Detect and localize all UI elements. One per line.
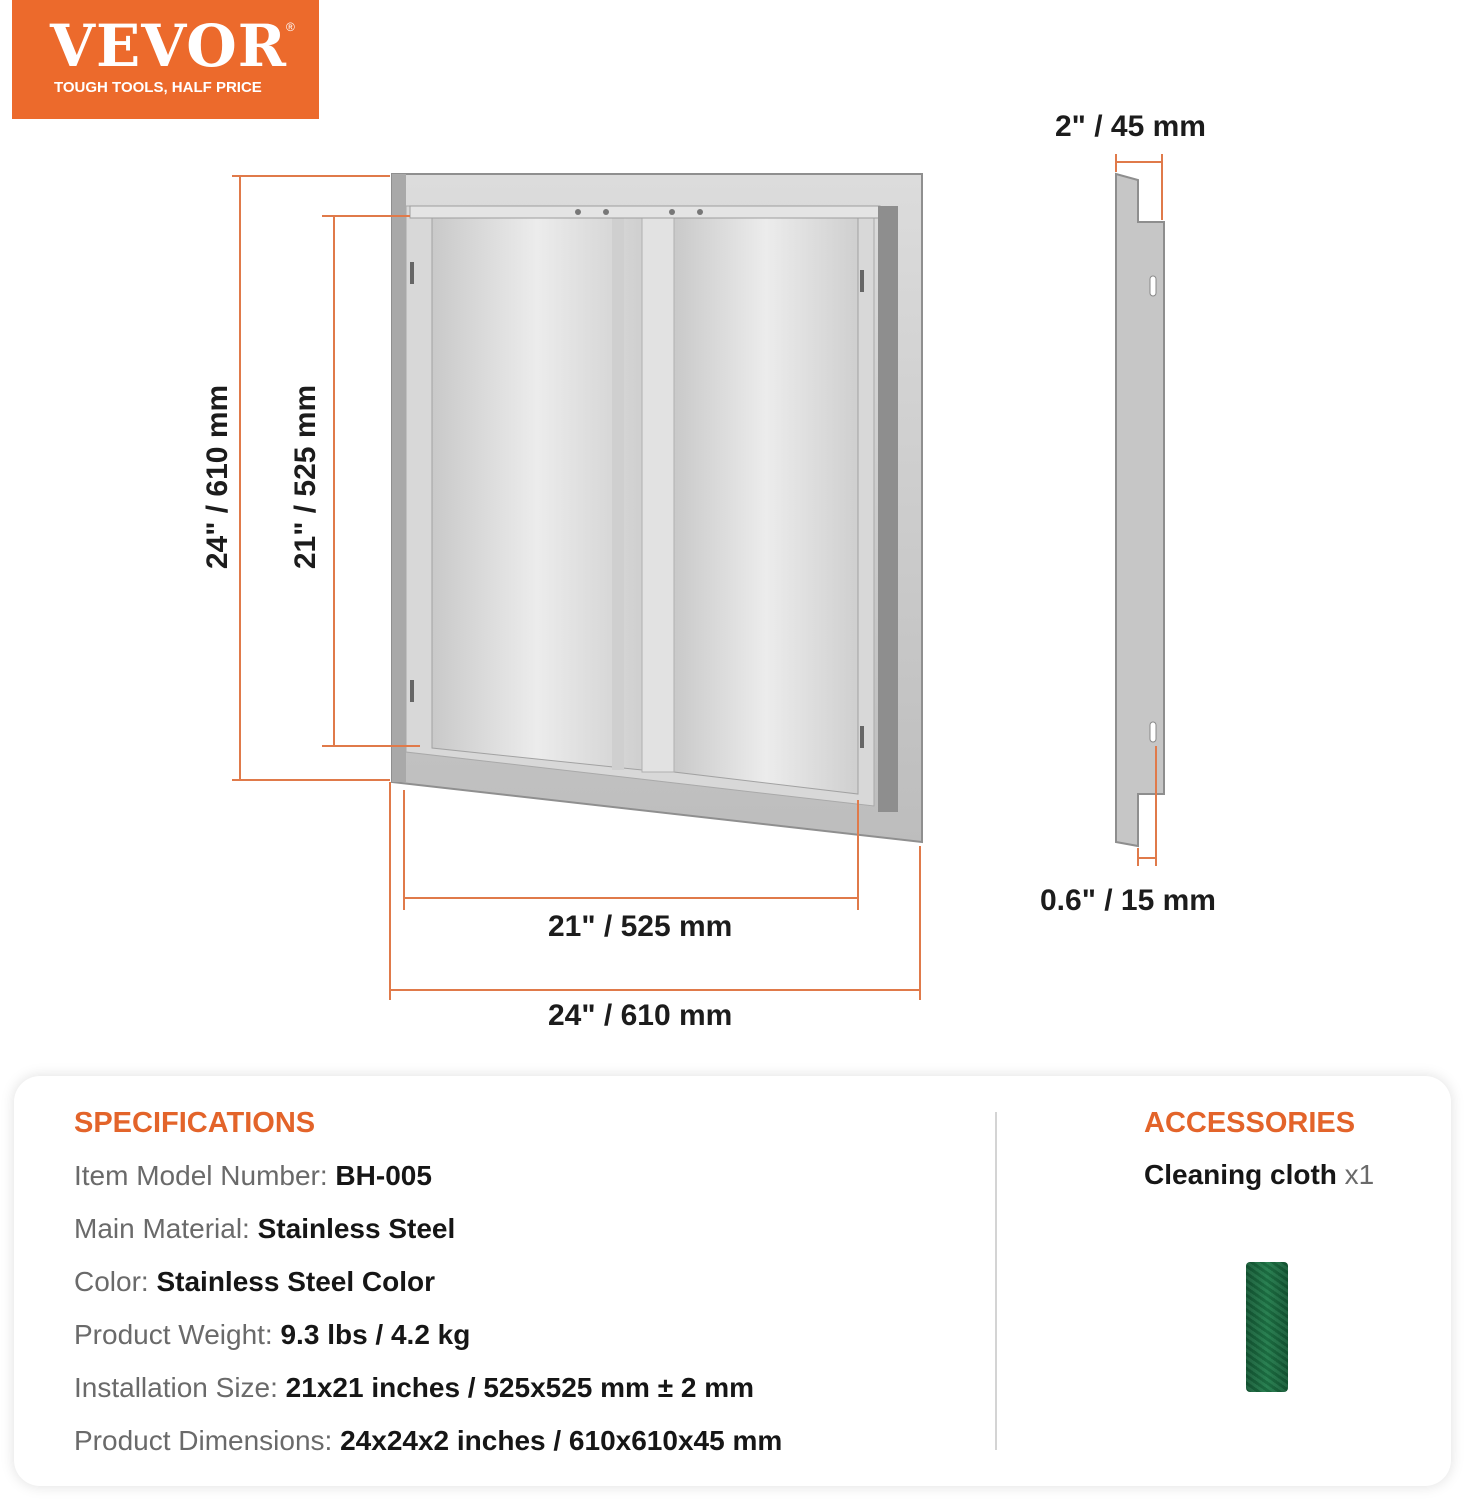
spec-label: Item Model Number:	[74, 1160, 336, 1191]
side-profile	[1116, 174, 1164, 846]
outer-width-label: 24" / 610 mm	[548, 999, 733, 1032]
registered-mark: ®	[286, 20, 295, 34]
left-door-stile	[612, 218, 624, 770]
spec-row-weight	[74, 1318, 470, 1352]
brand-name: VEVOR	[50, 12, 287, 80]
spec-value: Stainless Steel	[257, 1213, 456, 1244]
top-rail	[410, 206, 880, 218]
flange-label: 0.6" / 15 mm	[1040, 884, 1216, 917]
spec-row-model	[74, 1159, 432, 1193]
inner-height-label: 21" / 525 mm	[289, 384, 322, 570]
specifications-title: SPECIFICATIONS	[74, 1107, 316, 1139]
door-front-view	[392, 174, 922, 842]
accessory-item	[1144, 1158, 1374, 1192]
inner-width-label: 21" / 525 mm	[548, 910, 733, 943]
accessories-title: ACCESSORIES	[1144, 1107, 1356, 1139]
spec-value: 24x24x2 inches / 610x610x45 mm	[340, 1425, 783, 1456]
cleaning-cloth-image	[1246, 1262, 1288, 1392]
spec-label: Installation Size:	[74, 1372, 286, 1403]
spec-row-installation	[74, 1371, 754, 1405]
depth-label: 2" / 45 mm	[1055, 110, 1206, 143]
left-edge	[392, 174, 406, 782]
spec-value: 21x21 inches / 525x525 mm ± 2 mm	[285, 1372, 755, 1403]
spec-row-material	[74, 1212, 455, 1246]
spec-value: Stainless Steel Color	[156, 1266, 436, 1297]
door-side-view	[1116, 174, 1164, 846]
right-edge	[878, 206, 898, 812]
spec-value: BH-005	[335, 1160, 432, 1191]
brand-tagline: TOUGH TOOLS, HALF PRICE	[54, 79, 262, 96]
accessory-qty: x1	[1336, 1159, 1375, 1190]
spec-label: Product Weight:	[74, 1319, 281, 1350]
center-divider	[642, 218, 674, 772]
spec-row-color	[74, 1265, 435, 1299]
panel-divider	[995, 1112, 997, 1450]
spec-label: Product Dimensions:	[74, 1425, 341, 1456]
accessory-name: Cleaning cloth	[1144, 1159, 1337, 1190]
spec-row-dimensions	[74, 1424, 782, 1458]
right-door-panel	[674, 218, 858, 794]
spec-label: Color:	[74, 1266, 157, 1297]
outer-height-label: 24" / 610 mm	[201, 384, 234, 570]
spec-label: Main Material:	[74, 1213, 258, 1244]
spec-value: 9.3 lbs / 4.2 kg	[280, 1319, 471, 1350]
left-door-panel	[432, 218, 642, 770]
